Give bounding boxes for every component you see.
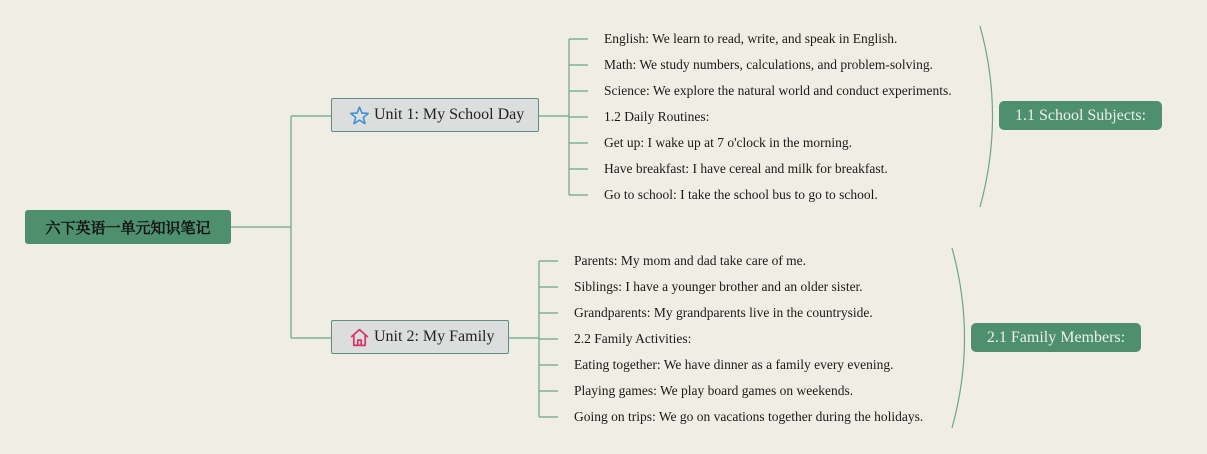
- unit-1-leaf-math[interactable]: Math: We study numbers, calculations, and problem-solving.: [604, 57, 933, 72]
- unit-2-label: Unit 2: My Family: [374, 328, 495, 345]
- unit-2-leaf-going-on-trips[interactable]: Going on trips: We go on vacations together during the holidays.: [574, 409, 924, 424]
- unit-2-leaf-eating-together[interactable]: Eating together: We have dinner as a family every evening.: [574, 357, 894, 372]
- unit-1-connector: [539, 39, 588, 195]
- unit-2-connector: [509, 261, 558, 417]
- unit-2-topic[interactable]: [331, 320, 509, 354]
- unit-2-leaf-family-activities[interactable]: 2.2 Family Activities:: [574, 331, 692, 346]
- summary-brace-2: [952, 248, 965, 428]
- summary-tag-school-subjects[interactable]: 1.1 School Subjects:: [999, 101, 1162, 130]
- unit-1-leaf-breakfast[interactable]: Have breakfast: I have cereal and milk for breakfast.: [604, 161, 888, 176]
- unit-1-leaf-daily-routines[interactable]: 1.2 Daily Routines:: [604, 109, 710, 124]
- unit-2-leaf-grandparents[interactable]: Grandparents: My grandparents live in the countryside.: [574, 305, 873, 320]
- home-icon: [349, 327, 370, 348]
- unit-2-leaf-parents[interactable]: Parents: My mom and dad take care of me.: [574, 253, 807, 268]
- star-icon: [349, 105, 370, 126]
- root-topic[interactable]: 六下英语一单元知识笔记: [25, 210, 231, 244]
- summary-tag-family-members[interactable]: 2.1 Family Members:: [971, 323, 1141, 352]
- root-connector: [231, 116, 331, 338]
- summary-brace-1: [980, 26, 993, 207]
- unit-2-leaf-siblings[interactable]: Siblings: I have a younger brother and an older sister.: [574, 279, 863, 294]
- unit-1-leaf-get-up[interactable]: Get up: I wake up at 7 o'clock in the morning.: [604, 135, 852, 150]
- unit-1-leaf-english[interactable]: English: We learn to read, write, and speak in English.: [604, 31, 898, 46]
- unit-1-leaf-go-to-school[interactable]: Go to school: I take the school bus to go to school.: [604, 187, 878, 202]
- unit-1-topic[interactable]: [331, 98, 539, 132]
- unit-1-label: Unit 1: My School Day: [374, 106, 525, 123]
- unit-2-leaf-playing-games[interactable]: Playing games: We play board games on weekends.: [574, 383, 854, 398]
- unit-1-leaf-science[interactable]: Science: We explore the natural world and conduct experiments.: [604, 83, 952, 98]
